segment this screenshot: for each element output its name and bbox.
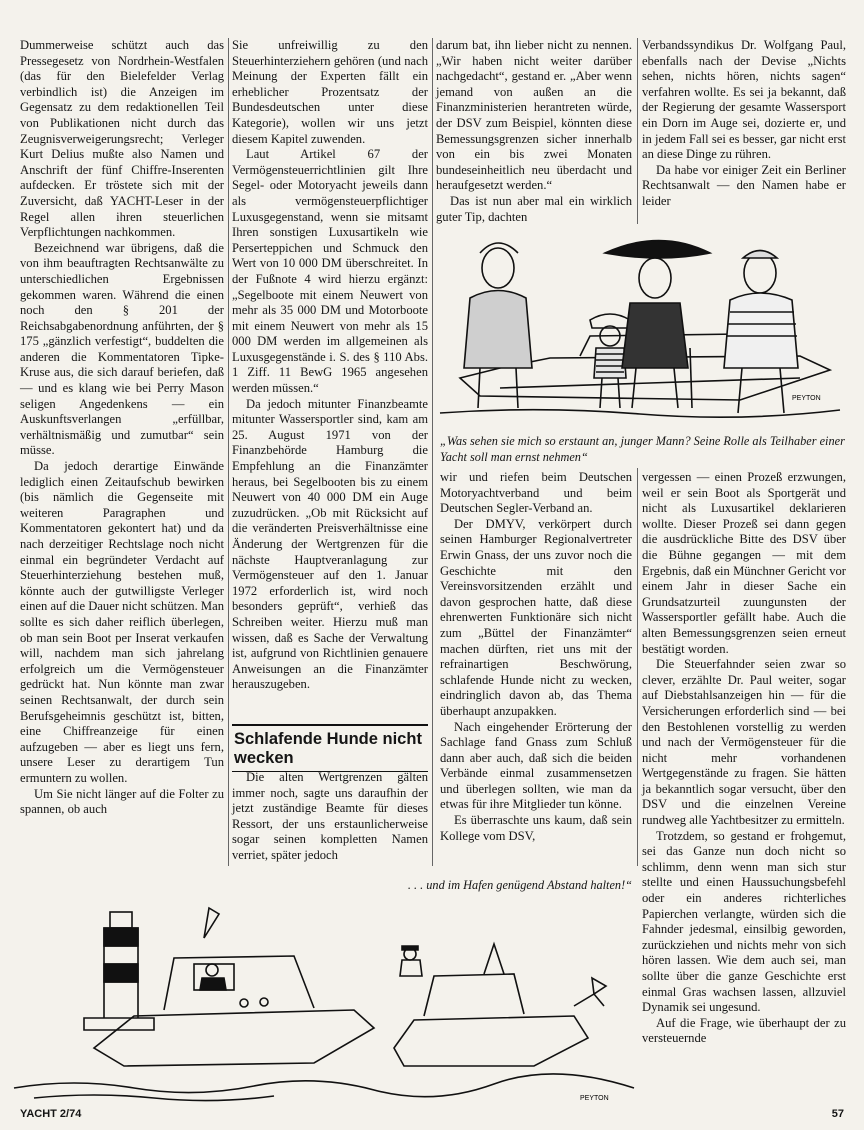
cartoon-signature: PEYTON: [792, 395, 821, 402]
paragraph: Verbandssyndikus Dr. Wolfgang Paul, ebenfalls nach der Devise „Nichts sehen, nichts hören, nichts sagen“ verfahren wollte. Es sei ja bekannt, daß der Regierung der gesamte Wassersport ein Dorn im Auge sei, dozierte er, und in jedem Fall sei es besser, gar nicht erst an diese Dinge zu rühren.: [642, 38, 846, 162]
paragraph: Sie unfreiwillig zu den Steuerhinterziehern gehören (und nach Meinung der Experten fällt ein erheblicher Prozentsatz der Bundesdeutschen unter diese Kategorie), wollen wir uns jetzt diesem Kapitel zuwenden.: [232, 38, 428, 146]
column-rule: [637, 468, 638, 866]
paragraph: Da jedoch mitunter Finanzbeamte mitunter Wassersportler sind, kam am 25. August 1971 von der Finanzbehörde Hamburg die Empfehlung an die Finanzämter heraus, bei Segelbooten bis zu einem Neuwert von 40 000 DM ein Auge zuzudrücken. „Ob mit Rücksicht auf die veränderten Preisverhältnisse eine Änderung der Wertgrenzen für die nächste Hauptveranlagung zur Vermögensteuer auf den 1. Januar 1972 erforderlich ist, wird noch besonders geprüft“, verhieß das Schreiben weiter. Hierzu muß man wissen, daß es Sache der Verwaltung ist, aufgrund von Richtlinien genauere Anweisungen an die Finanzämter herauszugeben.: [232, 396, 428, 692]
paragraph: Um Sie nicht länger auf die Folter zu spannen, ob auch: [20, 786, 224, 817]
column-rule: [228, 38, 229, 866]
paragraph: darum bat, ihn lieber nicht zu nennen. „Wir haben nicht weiter darüber nachgedacht“, gestand er. „Aber wenn jemand von außen an die Finanzministerien herantreten würde, der DSV zum Beispiel, könnten diese Bemessungsgrenzen sicher innerhalb von ein bis zwei Monaten bundeseinheitlich neu überdacht und heraufgesetzt werden.“: [436, 38, 632, 193]
article-column-1: [20, 38, 224, 866]
column-rule: [637, 38, 638, 224]
paragraph: Die alten Wertgrenzen gälten immer noch, sagte uns daraufhin der jetzt zuständige Beamte für dieses Ressort, der uns erstaunlicherweise sogar seinen kompletten Namen verriet, später jedoch: [232, 770, 428, 862]
article-column-4-lower: [642, 470, 846, 1090]
column-rule: [432, 38, 433, 866]
article-column-2: [232, 38, 428, 692]
paragraph: Nach eingehender Erörterung der Sachlage fand Gnass zum Schluß dann aber auch, daß sich die beiden Verbände einmal zusammensetzen und überlegen sollten, wie man da etwas für ihre Mitglieder tun könne.: [440, 719, 632, 812]
paragraph: Es überraschte uns kaum, daß sein Kollege vom DSV,: [440, 813, 632, 843]
article-column-4: [642, 38, 846, 224]
paragraph: vergessen — einen Prozeß erzwungen, weil er sein Boot als Sportgerät und nicht als Luxusartikel deklarieren wollte. Dieser Prozeß sei dann gegen die ausdrückliche Bitte des DSV über die Bühne gegangen — mit dem Ergebnis, daß ein Münchner Gericht vor einem Jahr in dieser Sache ein Grundsatzurteil zuungunsten der Wassersportler gefällt habe. Auch die alten Bemessungsgrenzen seien erneut bestätigt worden.: [642, 470, 846, 656]
paragraph: Da jedoch derartige Einwände lediglich einen Zeitaufschub bewirken (bis nämlich die Gegenseite mit weiteren Paragraphen und Kommentatoren gekontert hat) und da nach derzeitiger Rechtslage noch nicht einmal ein begründeter Verdacht auf Steuerhinterziehung bestehen muß, könnte auch der gutwilligste Verleger einen auf die Dauer nicht schützen. Man sollte es sich daher reiflich überlegen, ob man sein Boot per Inserat verkaufen will, nachdem man sich jahrelang erfolgreich um die Vermögensteuer gedrückt hat. Nun könnte man zwar seinen Rechtsanwalt, der durch sein Berufsgeheimnis geschützt ist, bitten, eine Chiffreanzeige für einen aufzugeben — aber es liegt uns fern, unsere Leser zu derartigem Tun ermuntern zu wollen.: [20, 459, 224, 785]
page-number: 57: [831, 1108, 844, 1120]
yacht-owners-cartoon-icon: [440, 228, 840, 428]
article-column-3: [436, 38, 632, 224]
cartoon-caption: „Was sehen sie mich so erstaunt an, junger Mann? Seine Rolle als Teilhaber einer Yacht soll man ernst nehmen“: [440, 434, 845, 464]
section-headline: Schlafende Hunde nicht wecken: [232, 724, 428, 772]
paragraph: Auf die Frage, wie überhaupt der zu versteuernde: [642, 1015, 846, 1046]
paragraph: Trotzdem, so gestand er frohgemut, sei das Ganze nun doch nicht so schlimm, denn wenn man sich stur stellte und einen Haussuchungsbefehl oder ein anderes richterliches Papierchen verlangte, würden sich die Fahnder jedesmal, einsilbig geworden, zurückziehen und nichts mehr von sich hören lassen. Wie dem auch sei, man sollte über die ganze Geschichte erst einmal Gras wachsen lassen, allzuviel Dynamik sei ungesund.: [642, 828, 846, 1015]
article-column-2-lower: [232, 770, 428, 866]
article-column-3-lower: [440, 470, 632, 866]
paragraph: Bezeichnend war übrigens, daß die von ihm beauftragten Rechtsanwälte zu unterschiedlichen Ergebnissen gekommen waren. Während die einen noch den § 201 der Reichsabgabenordnung anführten, der § 175 „gänzlich verfestigt“, buddelten die anderen die Kommentatoren Tipke-Kruse aus, die sich darauf beriefen, daß — und es klang wie bei Perry Mason seligen Angedenkens — ein Auskunftsverlangen „erfüllbar, verhältnismäßig und zumutbar“ sein müsse.: [20, 240, 224, 458]
harbor-boats-cartoon-icon: [14, 898, 634, 1108]
paragraph: Der DMYV, verkörpert durch seinen Hamburger Regionalvertreter Erwin Gnass, der uns zuvor noch die Geschichte mit den Vereinsvorsitzenden erzählt und davon gesprochen hatte, daß diese ehrenwerten Funktionäre sich nicht zum „Büttel der Finanzämter“ machen dürften, riet uns mit der refrainartigen Beschwörung, schlafende Hunde nicht zu wecken, eindringlich davon ab, das Thema überhaupt anzupakken.: [440, 516, 632, 718]
paragraph: Da habe vor einiger Zeit ein Berliner Rechtsanwalt — den Namen habe er leider: [642, 162, 846, 208]
cartoon-caption: . . . und im Hafen genügend Abstand halten!“: [407, 878, 632, 892]
paragraph: Laut Artikel 67 der Vermögensteuerrichtlinien gilt Ihre Segel- oder Motoryacht jeweils dann als vermögensteuerpflichtiger Luxusgegenstand, wenn sie mitsamt Ihren sonstigen Luxusartikeln wie Perserteppichen und Schmuck den Wert von 10 000 DM überschreitet. In der Fußnote 4 wird hierzu ergänzt: „Segelboote mit einem Neuwert von mehr als 35 000 DM und Motorboote mit einem Neuwert von mehr als 15 000 DM werden im allgemeinen als Luxusgegenstände i. S. des § 110 Abs. 1 Ziff. 11 BewG 1965 angesehen werden müssen.“: [232, 147, 428, 396]
paragraph: Die Steuerfahnder seien zwar so clever, erzählte Dr. Paul weiter, sogar auf Diebstahlsanzeigen hin — für die Versicherungen erforderlich sind — bei den Bestohlenen vorstellig zu werden und nach der Vermögensteuer für die nicht mehr vorhandenen Wertgegenstände zu fragen. Sie hätten ja bekanntlich sogar versucht, über den DSV und die einzelnen Vereine rundweg alle Yachtbesitzer zu ermitteln.: [642, 657, 846, 828]
paragraph: Das ist nun aber mal ein wirklich guter Tip, dachten: [436, 193, 632, 224]
paragraph: Dummerweise schützt auch das Pressegesetz von Nordrhein-Westfalen (das für den Bielefelder Verlag verbindlich ist) die Anzeigen im Gegensatz zu dem redaktionellen Teil von Publikationen nicht durch das Zeugnisverweigerungsrecht; Verleger Kurt Delius mußte also Namen und Anschrift der fünf Chiffre-Inserenten aufdecken. Er tröstete sich mit der Zuversicht, daß YACHT-Leser in der Regel allen ihren steuerlichen Verpflichtungen nachkommen.: [20, 38, 224, 240]
footer-issue: YACHT 2/74: [20, 1108, 82, 1120]
cartoon-signature: PEYTON: [580, 1095, 609, 1102]
paragraph: wir und riefen beim Deutschen Motoryachtverband und beim Deutschen Segler-Verband an.: [440, 470, 632, 516]
